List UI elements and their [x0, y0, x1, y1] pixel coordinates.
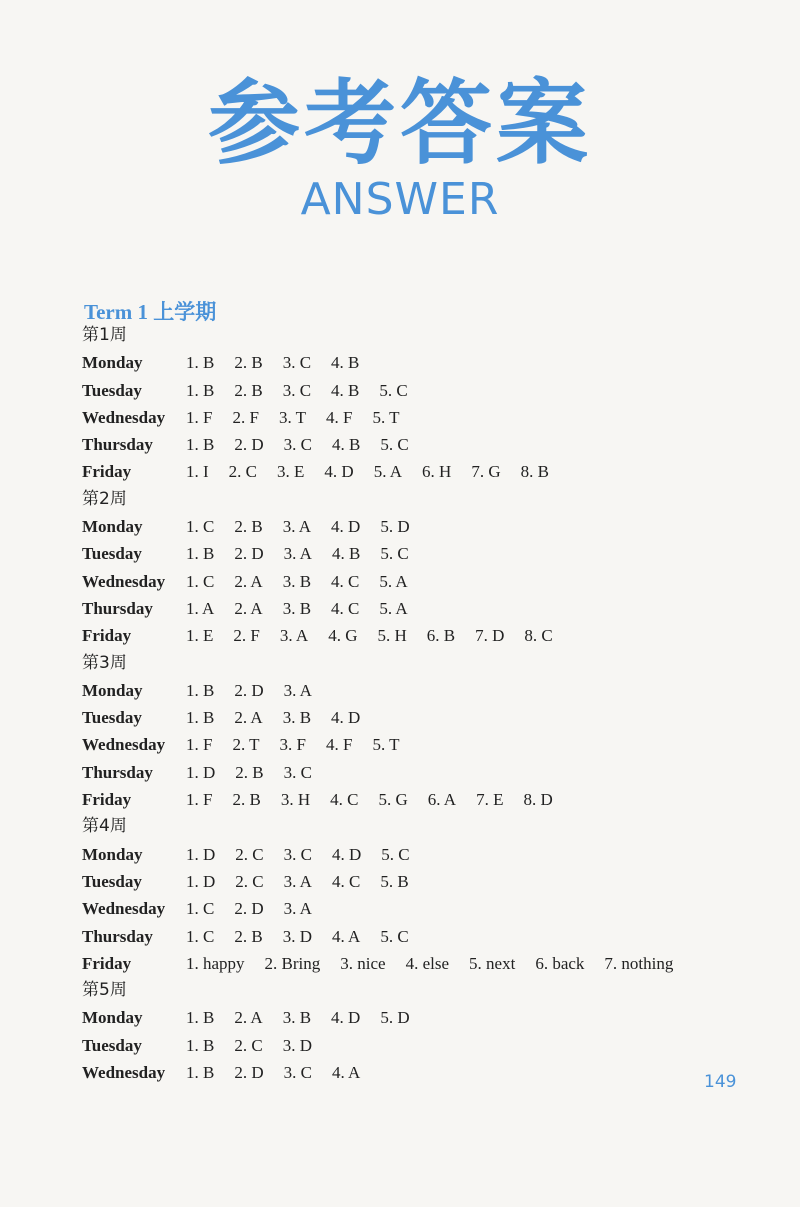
answer-item: 4. C [331, 871, 361, 891]
answer-list [186, 759, 332, 786]
answer-item: 3. C [283, 762, 312, 782]
answer-item: 6. B [426, 626, 456, 646]
day-row [0, 895, 800, 922]
answer-item: 4. A [331, 1063, 361, 1083]
day-row [0, 431, 800, 458]
answer-item: 7. E [476, 790, 504, 810]
term-heading: Term 1 上学期 [84, 300, 217, 324]
answer-item: 1. B [186, 708, 215, 728]
day-row [0, 759, 800, 786]
answer-item: 2. B [235, 762, 264, 782]
answer-item: 3. A [283, 899, 312, 919]
answer-item: 4. D [331, 517, 361, 537]
answer-item: 4. B [331, 380, 360, 400]
answer-item: 3. A [279, 626, 309, 646]
answer-item: 2. B [234, 926, 263, 946]
answer-list [186, 731, 420, 758]
answer-item: 4. F [326, 735, 353, 755]
day-name: Friday [82, 626, 132, 646]
answer-item: 2. B [234, 353, 263, 373]
weeks-list [0, 322, 800, 1086]
answer-item: 4. D [331, 844, 362, 864]
answer-item: 3. C [282, 353, 312, 373]
answer-item: 8. D [523, 790, 553, 810]
answer-item: 1. D [186, 844, 216, 864]
answer-item: 1. A [186, 598, 215, 618]
answer-item: 1. B [186, 435, 215, 455]
day-row [0, 513, 800, 540]
answer-item: 2. B [234, 517, 263, 537]
answer-item: 1. B [186, 380, 215, 400]
day-row [0, 1032, 800, 1059]
answer-item: 2. C [235, 844, 264, 864]
answer-item: 2. Bring [264, 953, 321, 973]
answer-item: 5. next [469, 953, 516, 973]
answer-item: 2. A [234, 571, 263, 591]
answer-item: 5. T [372, 735, 400, 755]
answer-item: 7. nothing [604, 953, 674, 973]
answer-item: 1. F [186, 790, 213, 810]
answer-item: 7. D [475, 626, 505, 646]
answer-item: 3. B [282, 571, 312, 591]
day-name: Wednesday [82, 735, 166, 755]
answer-list [186, 841, 430, 868]
answer-item: 4. D [324, 462, 354, 482]
day-name: Tuesday [82, 708, 142, 728]
week-label: 第3周 [82, 652, 127, 673]
answer-item: 4. C [331, 571, 360, 591]
answer-item: 4. B [331, 353, 360, 373]
answer-list [186, 513, 430, 540]
day-name: Wednesday [82, 571, 166, 591]
day-row [0, 731, 800, 758]
day-row [0, 1004, 800, 1031]
answer-item: 1. C [186, 899, 215, 919]
answer-item: 6. A [427, 790, 457, 810]
answer-item: 2. D [234, 544, 264, 564]
answer-list [186, 540, 429, 567]
answer-item: 5. T [372, 407, 400, 427]
answer-list [186, 704, 380, 731]
day-name: Thursday [82, 762, 153, 782]
day-row [0, 677, 800, 704]
answer-item: 2. T [232, 735, 260, 755]
answer-item: 2. D [234, 680, 264, 700]
answer-item: 2. C [228, 462, 258, 482]
answer-item: 6. back [535, 953, 585, 973]
answer-item: 2. C [234, 1035, 263, 1055]
day-row [0, 950, 800, 977]
day-name: Wednesday [82, 899, 166, 919]
answer-item: 2. A [234, 708, 263, 728]
answer-list [186, 377, 428, 404]
answer-item: 5. H [377, 626, 407, 646]
answer-item: 1. happy [186, 953, 245, 973]
day-row [0, 595, 800, 622]
answer-item: 5. A [373, 462, 403, 482]
answer-item: 3. B [282, 708, 312, 728]
answer-item: 5. C [380, 926, 409, 946]
week-label: 第1周 [82, 325, 127, 345]
answer-list [186, 1059, 380, 1086]
answer-item: 1. C [186, 517, 215, 537]
answer-item: 5. A [379, 598, 408, 618]
answer-item: 4. G [328, 626, 358, 646]
day-row [0, 622, 800, 649]
answer-item: 5. D [380, 1008, 410, 1028]
answer-item: 3. A [283, 680, 312, 700]
week-label: 第2周 [82, 488, 127, 509]
answer-item: 3. D [282, 926, 312, 946]
day-name: Monday [82, 353, 143, 373]
day-name: Wednesday [82, 1063, 166, 1083]
day-name: Monday [82, 517, 143, 537]
day-row [0, 868, 800, 895]
answer-item: 3. A [282, 517, 312, 537]
answer-item: 2. F [232, 407, 259, 427]
answer-item: 2. F [233, 626, 260, 646]
answer-item: 2. D [234, 1063, 264, 1083]
answer-list [186, 677, 332, 704]
answer-item: 1. B [186, 353, 215, 373]
answer-item: 4. C [331, 598, 360, 618]
page-number: 149 [704, 1072, 737, 1092]
day-name: Friday [82, 790, 132, 810]
day-name: Monday [82, 844, 143, 864]
page-title-english: ANSWER [300, 174, 500, 225]
answer-item: 3. C [283, 1063, 312, 1083]
answer-item: 4. B [331, 544, 361, 564]
answer-list [186, 431, 429, 458]
answer-list [186, 868, 429, 895]
answer-item: 3. E [277, 462, 305, 482]
answer-item: 1. F [186, 407, 213, 427]
day-row [0, 786, 800, 813]
day-row [0, 568, 800, 595]
answer-item: 5. C [379, 380, 408, 400]
answer-list [186, 404, 420, 431]
answer-item: 3. D [282, 1035, 312, 1055]
answer-item: 4. D [331, 708, 361, 728]
answer-item: 4. B [331, 435, 361, 455]
answer-item: 1. C [186, 571, 215, 591]
day-name: Thursday [82, 435, 153, 455]
week-label: 第5周 [82, 980, 127, 1001]
answer-item: 3. F [279, 735, 307, 755]
answer-item: 1. B [186, 1063, 215, 1083]
week-label: 第4周 [82, 816, 127, 837]
answer-item: 5. C [380, 544, 409, 564]
answer-list [186, 786, 573, 813]
answer-item: 2. D [234, 435, 264, 455]
day-name: Tuesday [82, 1035, 142, 1055]
answer-item: 6. H [422, 462, 452, 482]
answer-item: 2. A [234, 598, 263, 618]
answer-item: 5. G [378, 790, 408, 810]
answer-item: 1. C [186, 926, 215, 946]
day-row [0, 404, 800, 431]
answer-list [186, 895, 332, 922]
answer-item: 3. B [282, 598, 312, 618]
page-title-chinese: 参考答案 [207, 70, 592, 177]
answer-item: 1. F [186, 735, 213, 755]
answer-item: 3. T [278, 407, 307, 427]
answer-item: 5. C [381, 844, 410, 864]
answer-item: 3. C [282, 380, 312, 400]
day-name: Thursday [82, 926, 153, 946]
answer-item: 2. B [232, 790, 261, 810]
answer-item: 1. B [186, 1035, 215, 1055]
day-name: Friday [82, 462, 132, 482]
answer-list [186, 349, 379, 376]
answer-item: 4. D [331, 1008, 361, 1028]
answer-item: 1. B [186, 680, 215, 700]
answer-item: 1. E [186, 626, 214, 646]
answer-item: 7. G [471, 462, 501, 482]
day-name: Tuesday [82, 380, 142, 400]
answer-item: 3. A [283, 544, 312, 564]
answer-list [186, 1004, 430, 1031]
answer-item: 4. else [405, 953, 450, 973]
day-row [0, 349, 800, 376]
day-row [0, 1059, 800, 1086]
answer-item: 3. H [280, 790, 311, 810]
answer-item: 2. C [235, 871, 264, 891]
day-row [0, 540, 800, 567]
answer-item: 2. B [234, 380, 263, 400]
answer-item: 1. B [186, 1008, 215, 1028]
day-row [0, 458, 800, 485]
answer-item: 3. B [282, 1008, 312, 1028]
day-name: Friday [82, 953, 132, 973]
day-row [0, 923, 800, 950]
answer-item: 1. I [186, 462, 209, 482]
answer-item: 1. D [186, 871, 216, 891]
day-name: Thursday [82, 598, 153, 618]
answer-item: 3. nice [340, 953, 386, 973]
day-row [0, 841, 800, 868]
answer-list [186, 595, 428, 622]
answer-item: 5. A [379, 571, 408, 591]
answer-item: 2. D [234, 899, 264, 919]
answer-item: 1. D [186, 762, 216, 782]
answer-item: 4. A [331, 926, 361, 946]
answer-item: 5. C [380, 435, 409, 455]
answer-item: 5. D [380, 517, 410, 537]
day-name: Tuesday [82, 544, 142, 564]
answer-item: 5. B [380, 871, 409, 891]
day-name: Wednesday [82, 407, 166, 427]
day-row [0, 704, 800, 731]
answer-list [186, 568, 428, 595]
answer-item: 4. C [330, 790, 359, 810]
day-name: Monday [82, 1008, 143, 1028]
answer-list [186, 923, 429, 950]
day-name: Tuesday [82, 871, 142, 891]
answer-item: 2. A [234, 1008, 263, 1028]
answer-list [186, 950, 693, 977]
answer-list [186, 1032, 332, 1059]
answer-item: 4. F [326, 407, 353, 427]
answer-item: 3. C [283, 435, 312, 455]
answer-item: 8. C [524, 626, 553, 646]
answer-list [186, 458, 569, 485]
answer-item: 3. A [283, 871, 312, 891]
answer-item: 3. C [283, 844, 312, 864]
answer-list [186, 622, 573, 649]
day-name: Monday [82, 680, 143, 700]
answer-item: 1. B [186, 544, 215, 564]
day-row [0, 377, 800, 404]
answer-item: 8. B [520, 462, 549, 482]
